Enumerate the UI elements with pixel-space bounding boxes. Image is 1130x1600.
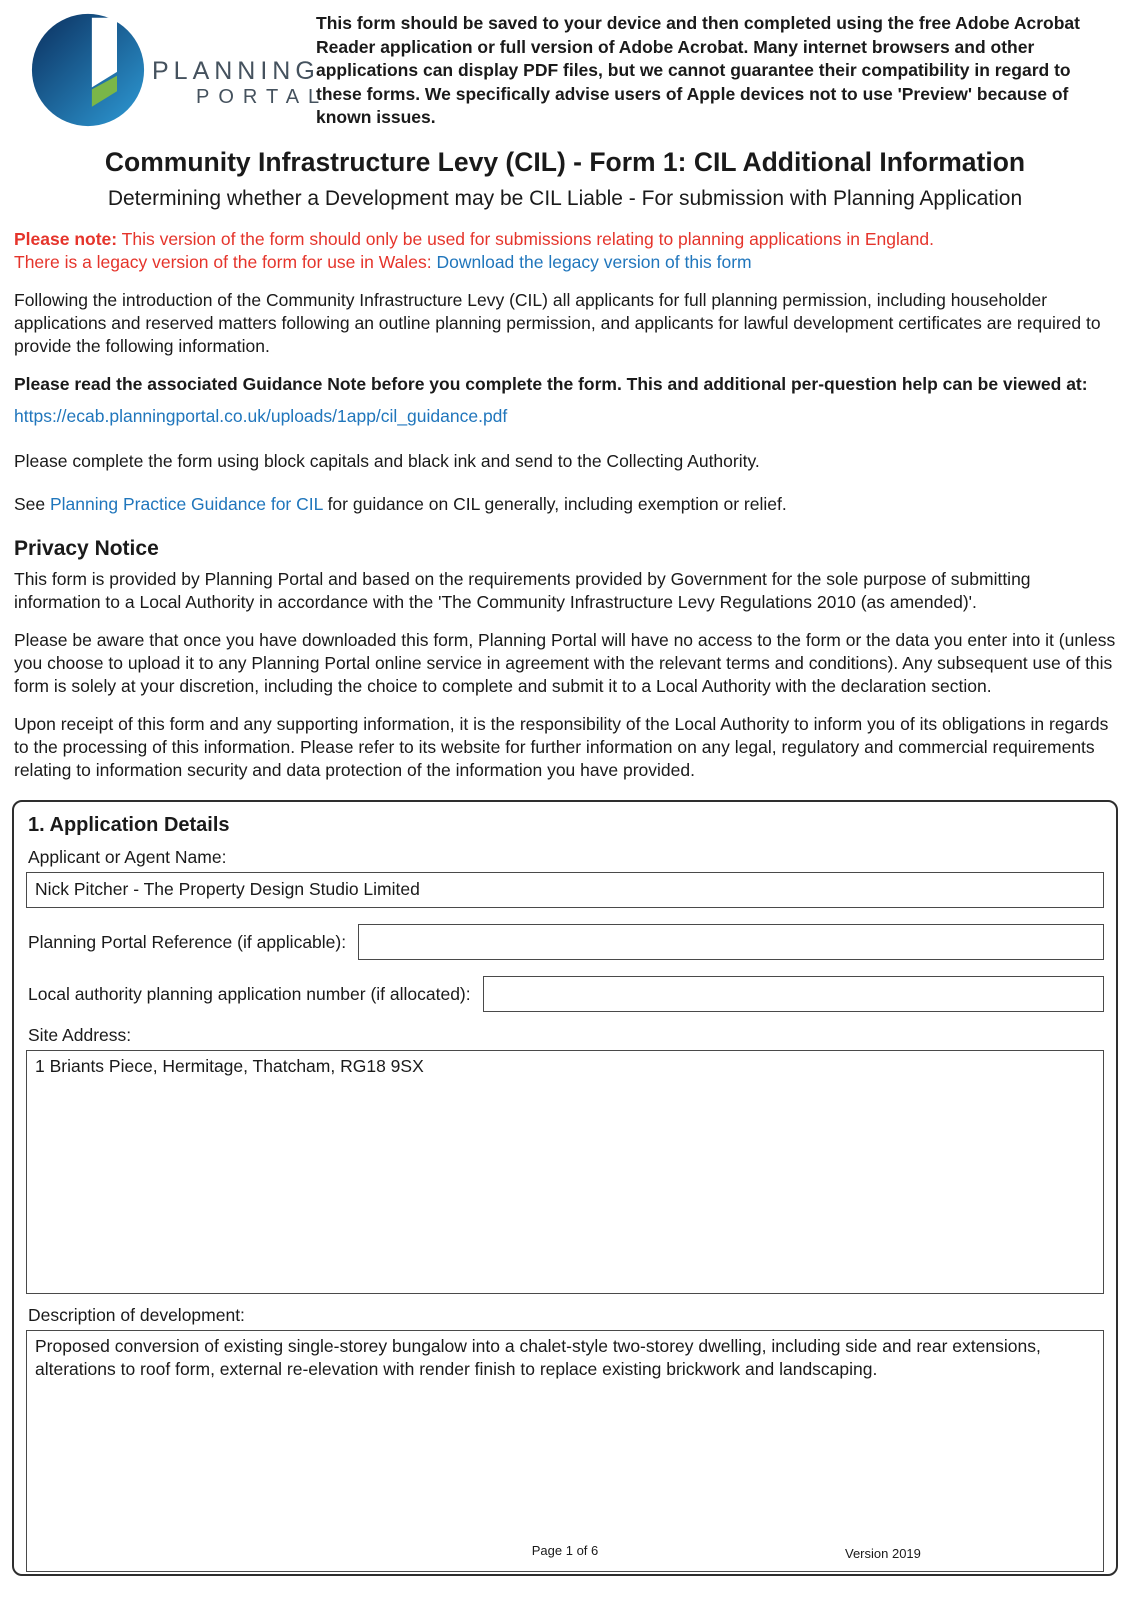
note-line-2 [14, 251, 1116, 274]
planning-portal-logo [30, 10, 329, 130]
logo-word-planning: PLANNING [152, 56, 320, 85]
page-header [0, 0, 1130, 130]
guidance-pdf-link[interactable]: https://ecab.planningportal.co.uk/uploads/1app/cil_guidance.pdf [14, 405, 508, 426]
see-guidance-line [14, 493, 1116, 516]
form-title: Community Infrastructure Levy (CIL) - Form 1: CIL Additional Information [104, 146, 1026, 177]
logo-text [152, 57, 328, 109]
la-number-input[interactable] [483, 976, 1104, 1012]
privacy-paragraph-2: Please be aware that once you have downloaded this form, Planning Portal will have no access to the form or the data you enter into it (unless you choose to upload it to any Planning Portal online service in agreement with the relevant terms and conditions). Any subsequent use of this form is solely at your discretion, including the choice to complete and submit it to a Local Authority with the declaration section. [14, 629, 1116, 696]
guidance-link-line [14, 405, 1116, 428]
applicant-name-label: Applicant or Agent Name: [28, 846, 227, 867]
description-label: Description of development: [28, 1304, 245, 1325]
pp-reference-label: Planning Portal Reference (if applicable): [28, 931, 347, 952]
cil-guidance-link[interactable]: Planning Practice Guidance for CIL [50, 493, 323, 514]
privacy-paragraph-3: Upon receipt of this form and any supporting information, it is the responsibility of the Local Authority to inform you of its obligations in regards to the processing of this information. Please refer to its website for further information on any legal, regulatory and commercial requirements relating to information security and data protection of the information you have provided. [14, 713, 1109, 780]
pp-reference-row [26, 924, 1104, 960]
section-1-heading: 1. Application Details [28, 813, 230, 836]
la-number-label: Local authority planning application number (if allocated): [28, 983, 471, 1004]
section-1-application-details [12, 800, 1118, 1576]
pp-reference-input[interactable] [358, 924, 1104, 960]
see-suffix: for guidance on CIL generally, including exemption or relief. [322, 493, 787, 514]
privacy-heading: Privacy Notice [14, 536, 159, 560]
england-only-note [14, 228, 1116, 274]
legacy-version-link[interactable]: Download the legacy version of this form [436, 251, 752, 272]
legacy-note-text: There is a legacy version of the form for use in Wales: [14, 251, 437, 272]
site-address-label: Site Address: [28, 1024, 132, 1045]
logo-word-portal: PORTAL [196, 85, 329, 108]
note-text: This version of the form should only be used for submissions relating to planning applications in England. [117, 228, 934, 249]
description-textarea[interactable] [26, 1330, 1104, 1572]
applicant-name-input[interactable] [26, 872, 1104, 908]
page-number: Page 1 of 6 [531, 1543, 599, 1558]
logo-circle-icon [30, 12, 146, 128]
la-number-row [26, 976, 1104, 1012]
note-label: Please note: [14, 228, 118, 249]
intro-paragraph: Following the introduction of the Community Infrastructure Levy (CIL) all applicants for full planning permission, including householder applications and reserved matters following an outline planning permission, and applicants for lawful development certificates are required to provide the following information. [14, 289, 1101, 356]
block-capitals-note: Please complete the form using block capitals and black ink and send to the Collecting Authority. [14, 450, 760, 471]
see-prefix: See [14, 493, 50, 514]
header-notice: This form should be saved to your device and then completed using the free Adobe Acrobat Reader application or full version of Adobe Acrobat. Many internet browsers and other applications can display PDF files, but we cannot guarantee their compatibility in regard to these forms. We specifically advise users of Apple devices not to use 'Preview' because of known issues. [316, 13, 1080, 127]
site-address-textarea[interactable] [26, 1050, 1104, 1294]
form-subtitle: Determining whether a Development may be CIL Liable - For submission with Planning Application [107, 186, 1023, 210]
version-label: Version 2019 [845, 1546, 921, 1561]
guidance-note: Please read the associated Guidance Note before you complete the form. This and additional per-question help can be viewed at: [14, 373, 1088, 394]
note-line-1 [14, 228, 1116, 251]
privacy-paragraph-1: This form is provided by Planning Portal and based on the requirements provided by Government for the sole purpose of submitting information to a Local Authority in accordance with the 'The Community Infrastructure Levy Regulations 2010 (as amended)'. [14, 568, 1031, 612]
